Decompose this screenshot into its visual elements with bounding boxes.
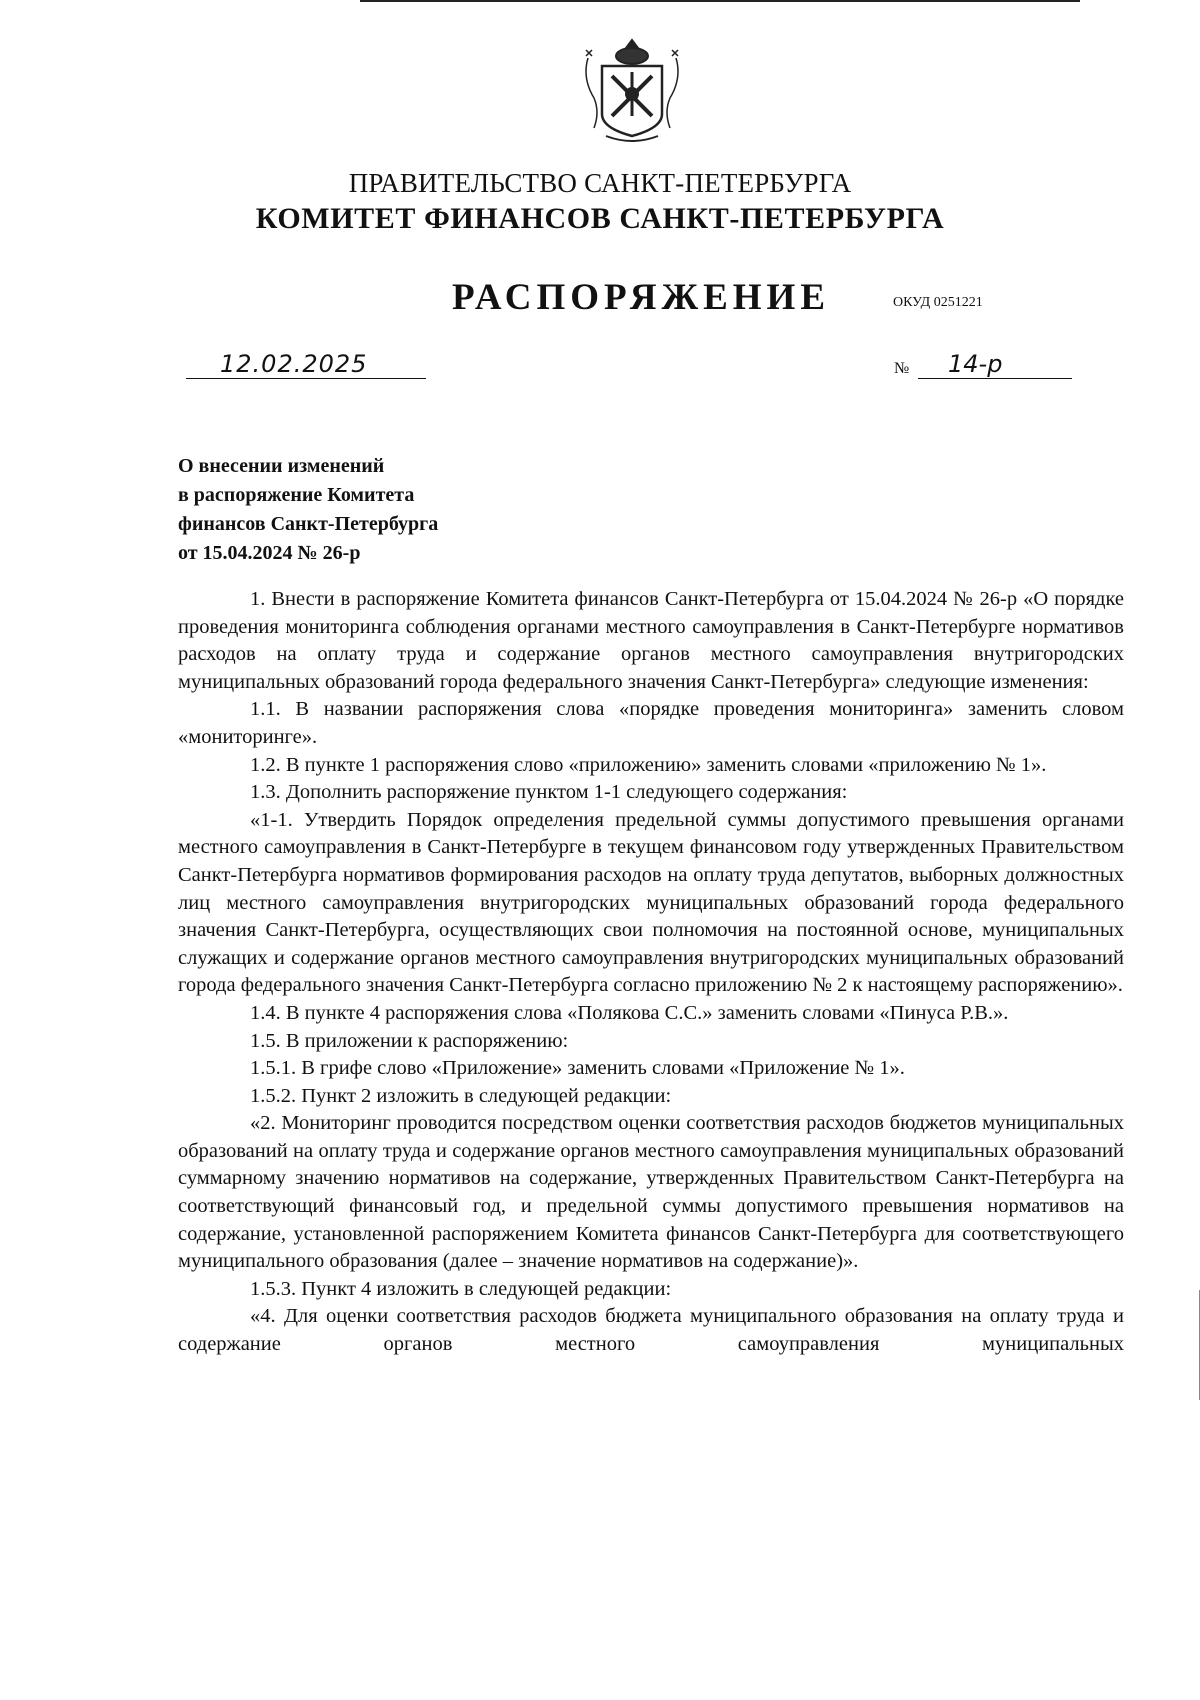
document-header [0, 166, 1200, 238]
committee-title: КОМИТЕТ ФИНАНСОВ САНКТ-ПЕТЕРБУРГА [255, 202, 945, 235]
paragraph-1-5-3: 1.5.3. Пункт 4 изложить в следующей редакции: [250, 1277, 672, 1300]
subject-line: О внесении изменений [178, 455, 385, 477]
document-body [178, 586, 1124, 1359]
government-title: ПРАВИТЕЛЬСТВО САНКТ-ПЕТЕРБУРГА [348, 168, 852, 198]
document-subject [178, 452, 538, 568]
coat-of-arms-icon [578, 36, 686, 148]
subject-line: в распоряжение Комитета [178, 484, 415, 506]
paragraph-1-3: 1.3. Дополнить распоряжение пунктом 1-1 следующего содержания: [250, 781, 848, 804]
top-scan-border [360, 0, 1080, 2]
okud-code: ОКУД 0251221 [893, 295, 983, 310]
document-number: 14-р [948, 350, 1003, 378]
paragraph-1-4: 1.4. В пункте 4 распоряжения слова «Полякова С.С.» заменить словами «Пинуса Р.В.». [250, 1001, 1009, 1024]
paragraph-quote-4: «4. Для оценки соответствия расходов бюджета муниципального образования на оплату труда и содержание органов местного самоуправления муниципальных [178, 1305, 1124, 1356]
document-date: 12.02.2025 [220, 350, 368, 378]
paragraph-quote-2: «2. Мониторинг проводится посредством оценки соответствия расходов бюджетов муниципальных образований на оплату труда и содержание органов местного самоуправления муниципальных образований суммарному значению нормативов на содержание, утвержденных Правительством Санкт-Петербурга на соответствующий финансовый год, и предельной суммы допустимого превышения нормативов на содержание, установленной распоряжением Комитета финансов Санкт-Петербурга для соответствующего муниципального образования (далее – значение нормативов на содержание)». [178, 1112, 1124, 1273]
subject-line: от 15.04.2024 № 26-р [178, 542, 361, 564]
paragraph-1-5: 1.5. В приложении к распоряжению: [250, 1029, 569, 1052]
paragraph-1-5-1: 1.5.1. В грифе слово «Приложение» заменить словами «Приложение № 1». [250, 1057, 905, 1080]
paragraph-1: 1. Внести в распоряжение Комитета финансов Санкт-Петербурга от 15.04.2024 № 26-р «О порядке проведения мониторинга соблюдения органами местного самоуправления в Санкт-Петербурге нормативов расходов на оплату труда и содержание органов местного самоуправления внутригородских муниципальных образований города федерального значения Санкт-Петербурга» следующие изменения: [178, 588, 1124, 693]
document-type-title: РАСПОРЯЖЕНИЕ [452, 277, 831, 318]
subject-line: финансов Санкт-Петербурга [178, 513, 439, 535]
number-underline [918, 378, 1072, 379]
number-label: № [894, 360, 910, 377]
paragraph-1-5-2: 1.5.2. Пункт 2 изложить в следующей редакции: [250, 1084, 672, 1107]
date-underline [186, 378, 426, 379]
paragraph-1-1: 1.1. В названии распоряжения слова «порядке проведения мониторинга» заменить словом «мониторинге». [178, 698, 1124, 748]
paragraph-1-2: 1.2. В пункте 1 распоряжения слово «приложению» заменить словами «приложению № 1». [250, 753, 1047, 776]
paragraph-quote-1-1: «1-1. Утвердить Порядок определения предельной суммы допустимого превышения органами местного самоуправления в Санкт-Петербурге в текущем финансовом году утвержденных Правительством Санкт-Петербурга нормативов формирования расходов на оплату труда депутатов, выборных должностных лиц местного самоуправления внутригородских муниципальных образований города федерального значения Санкт-Петербурга, осуществляющих свои полномочия на постоянной основе, муниципальных служащих и содержание органов местного самоуправления внутригородских муниципальных образований города федерального значения Санкт-Петербурга согласно приложению № 2 к настоящему распоряжению». [178, 808, 1124, 997]
